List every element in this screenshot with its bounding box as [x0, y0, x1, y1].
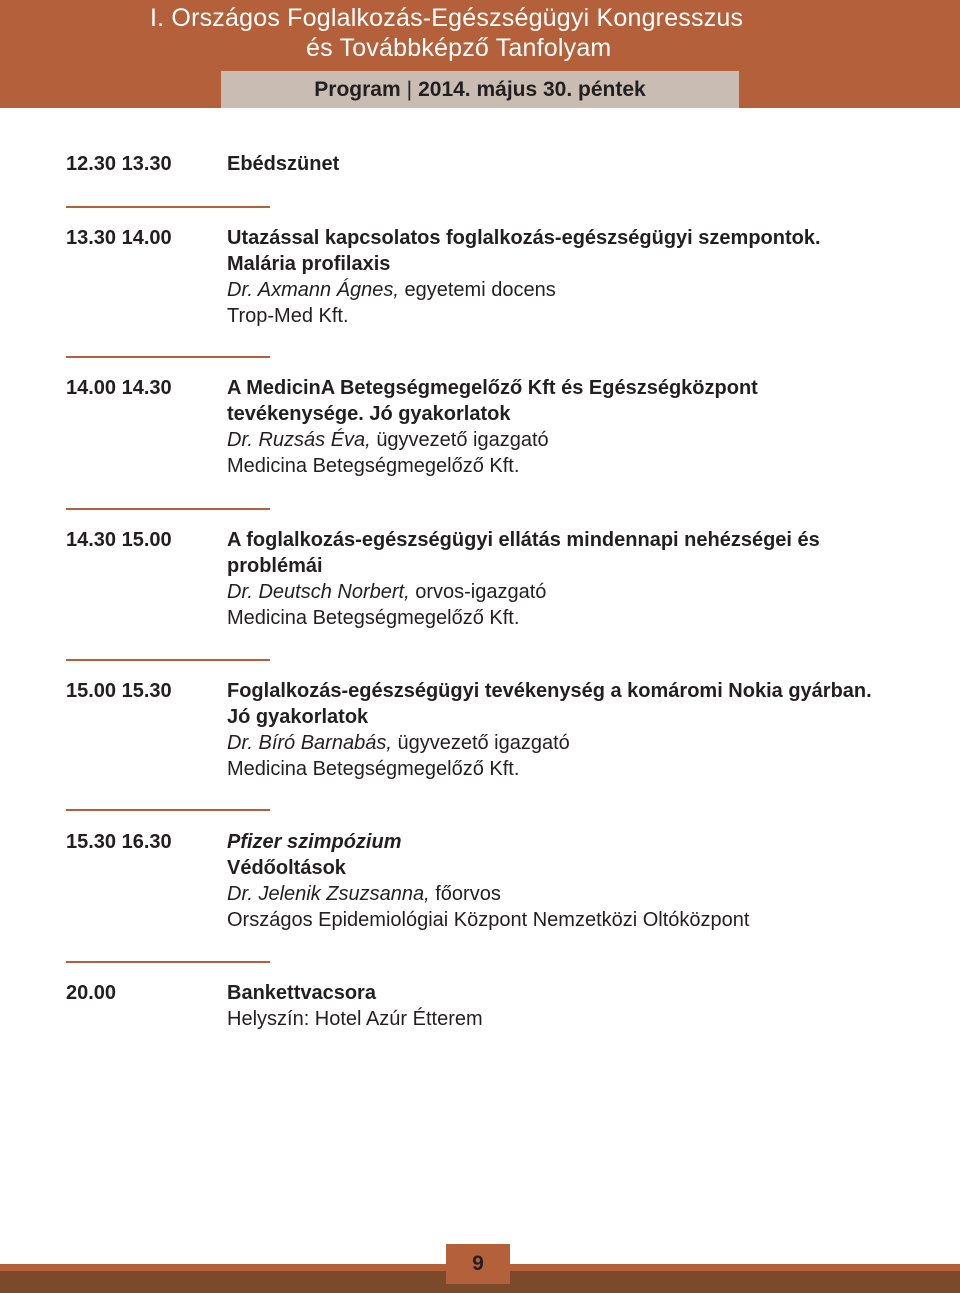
divider [66, 206, 270, 208]
speaker-name: Dr. Deutsch Norbert, [227, 581, 410, 603]
congress-title: I. Országos Foglalkozás-Egészségügyi Kongresszus [150, 4, 744, 32]
entry-organization: Medicina Betegségmegelőző Kft. [227, 758, 520, 780]
divider [66, 508, 270, 510]
entry-symposium: Pfizer szimpózium [227, 831, 402, 853]
entry-location: Helyszín: Hotel Azúr Étterem [227, 1008, 483, 1030]
entry-title: Jó gyakorlatok [227, 706, 369, 728]
divider [66, 659, 270, 661]
entry-organization: Országos Epidemiológiai Központ Nemzetközi Oltóközpont [227, 909, 750, 931]
entry-time: 12.30 13.30 [66, 153, 172, 175]
speaker-name: Dr. Axmann Ágnes, [227, 279, 399, 301]
entry-title: Utazással kapcsolatos foglalkozás-egészségügyi szempontok. [227, 227, 821, 249]
entry-organization: Trop-Med Kft. [227, 305, 349, 327]
page-number: 9 [446, 1244, 510, 1284]
entry-title: problémái [227, 555, 323, 577]
entry-organization: Medicina Betegségmegelőző Kft. [227, 455, 520, 477]
entry-time: 13.30 14.00 [66, 227, 172, 249]
entry-title: A foglalkozás-egészségügyi ellátás mindennapi nehézségei és [227, 529, 820, 551]
entry-body [227, 980, 917, 1032]
program-label: Program [314, 78, 401, 101]
entry-title: Védőoltások [227, 857, 346, 879]
speaker-role: ügyvezető igazgató [397, 732, 570, 754]
entry-title: tevékenysége. Jó gyakorlatok [227, 403, 511, 425]
entry-body [227, 678, 917, 782]
entry-time: 14.30 15.00 [66, 529, 172, 551]
entry-speaker [227, 427, 917, 453]
speaker-name: Dr. Bíró Barnabás, [227, 732, 392, 754]
entry-speaker [227, 579, 917, 605]
divider [66, 961, 270, 963]
entry-title: Malária profilaxis [227, 253, 391, 275]
entry-title: Ebédszünet [227, 153, 340, 175]
speaker-role: főorvos [435, 883, 501, 905]
entry-body [227, 829, 917, 933]
entry-speaker [227, 881, 917, 907]
entry-body [227, 527, 917, 631]
entry-title: Bankettvacsora [227, 982, 376, 1004]
footer-accent-right [510, 1264, 960, 1271]
program-date-bar [221, 71, 739, 108]
speaker-name: Dr. Jelenik Zsuzsanna, [227, 883, 430, 905]
entry-body [227, 225, 917, 329]
speaker-role: egyetemi docens [404, 279, 556, 301]
entry-time: 15.00 15.30 [66, 680, 172, 702]
speaker-role: orvos-igazgató [415, 581, 547, 603]
divider [66, 356, 270, 358]
speaker-role: ügyvezető igazgató [376, 429, 549, 451]
entry-body [227, 375, 917, 479]
entry-title: Foglalkozás-egészségügyi tevékenység a komáromi Nokia gyárban. [227, 680, 872, 702]
footer-accent-left [0, 1264, 446, 1271]
congress-subtitle: és Továbbképző Tanfolyam [306, 34, 612, 62]
entry-time: 15.30 16.30 [66, 831, 172, 853]
entry-body [227, 151, 917, 177]
entry-title: A MedicinA Betegségmegelőző Kft és Egészségközpont [227, 377, 758, 399]
program-date: 2014. május 30. péntek [418, 78, 646, 101]
entry-speaker [227, 730, 917, 756]
entry-time: 20.00 [66, 982, 117, 1004]
program-separator: | [406, 78, 413, 101]
entry-organization: Medicina Betegségmegelőző Kft. [227, 607, 520, 629]
divider [66, 809, 270, 811]
entry-time: 14.00 14.30 [66, 377, 172, 399]
speaker-name: Dr. Ruzsás Éva, [227, 429, 371, 451]
entry-speaker [227, 277, 917, 303]
